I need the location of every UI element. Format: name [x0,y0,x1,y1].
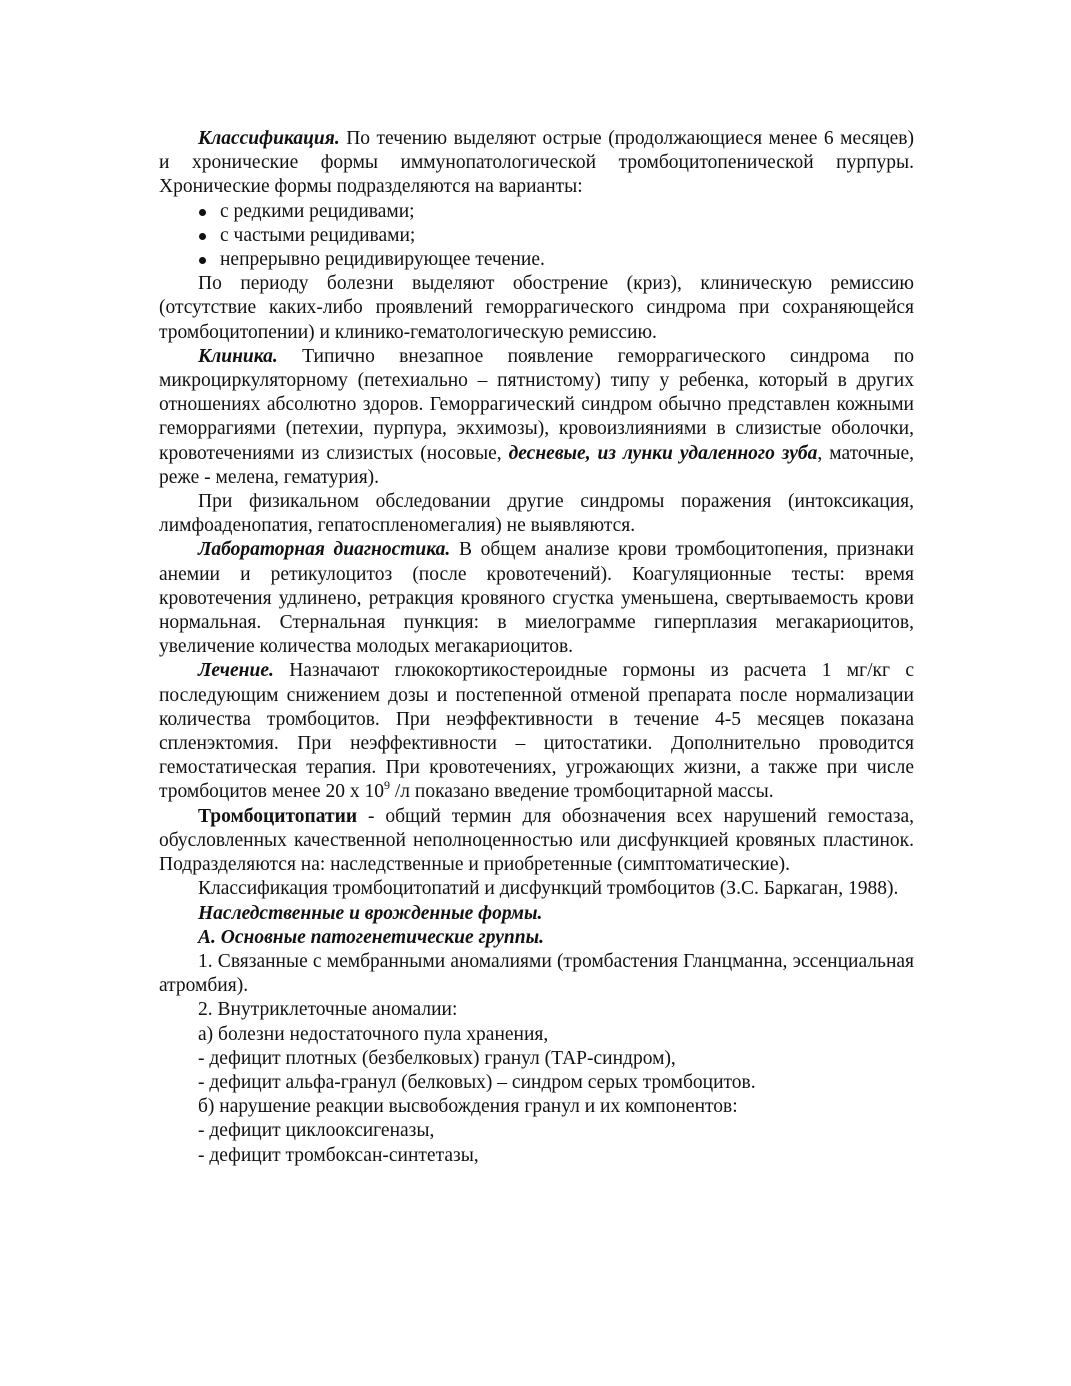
paragraph-treatment [159,659,914,804]
paragraph-clinic [159,345,914,490]
line-item: - дефицит тромбоксан-синтетазы, [198,1144,479,1166]
line-item: 2. Внутриклеточные аномалии: [198,999,458,1021]
subheading-groups: А. Основные патогенетические группы. [198,926,545,948]
heading-classification: Классификация. [198,128,340,149]
subheading-hereditary: Наследственные и врожденные формы. [198,902,543,924]
line-item: - дефицит альфа-гранул (белковых) – синдром серых тромбоцитов. [198,1071,756,1093]
paragraph-text: По течению выделяют острые (продолжающиеся менее 6 месяцев) и хронические формы иммунопатологической тромбоцитопенической пурпуры. Хронические формы подразделяются на варианты: [159,128,914,198]
line-item: - дефицит плотных (безбелковых) гранул (ТАР-синдром), [198,1047,676,1069]
list-item: непрерывно рецидивирующее течение. [159,248,914,272]
heading-treatment: Лечение. [198,660,274,682]
heading-clinic: Клиника. [198,345,278,367]
paragraph-membrane: 1. Связанные с мембранными аномалиями (тромбастения Гланцманна, эссенциальная атромбия). [159,950,914,997]
list-item: с частыми рецидивами; [159,224,914,248]
paragraph-thrombocytopathy [159,805,914,878]
paragraph-text: , маточные, реже - мелена, гематурия). [159,442,914,488]
superscript: 9 [383,777,390,792]
paragraph-text: - общий термин для обозначения всех нарушений гемостаза, обусловленных качественной неполноценностью или дисфункцией кровяных пластинок. Подразделяются на: наследственные и приобретенные (симптоматические). [159,805,914,876]
paragraph-examination: При физикальном обследовании другие синдромы поражения (интоксикация, лимфоаденопатия, гепатоспленомегалия) не выявляются. [159,491,914,537]
variants-list [159,200,914,273]
paragraph-period: По периоду болезни выделяют обострение (криз), клиническую ремиссию (отсутствие каких-либо проявлений геморрагического синдрома при сохраняющейся тромбоцитопении) и клинико-гематологическую ремиссию. [159,273,914,343]
paragraph-text: Типично внезапное появление геморрагического синдрома по микроциркуляторному (петехиально – пятнистому) типу у ребенка, который в других отношениях абсолютно здоров. Геморрагический синдром обычно представлен кожными геморрагиями (петехии, пурпура, экхимозы), кровоизлияниями в слизистые оболочки, кровотечениями из слизистых (носовые, [159,345,914,464]
paragraph-text: В общем анализе крови тромбоцитопения, признаки анемии и ретикулоцитоз (после кровотечений). Коагуляционные тесты: время кровотечения удлинено, ретракция кровяного сгустка уменьшена, свертываемость крови нормальная. Стернальная пункция: в миелограмме гиперплазия мегакариоцитов, увеличение количества молодых мегакариоцитов. [159,539,914,658]
paragraph-text: /л показано введение тромбоцитарной массы. [389,781,774,803]
line-item: а) болезни недостаточного пула хранения, [198,1023,549,1045]
emphasis-text: десневые, из лунки удаленного зуба [508,442,818,464]
heading-lab: Лабораторная диагностика. [198,539,451,561]
line-item: - дефицит циклооксигеназы, [198,1120,435,1142]
document-page [159,127,914,1168]
paragraph-classification [159,127,914,200]
list-item: с редкими рецидивами; [159,200,914,224]
line-item: б) нарушение реакции высвобождения гранул и их компонентов: [198,1096,738,1118]
paragraph-classification-barkagan: Классификация тромбоцитопатий и дисфункций тромбоцитов (З.С. Баркаган, 1988). [198,878,899,900]
paragraph-lab [159,538,914,659]
term-thrombocytopathy: Тромбоцитопатии [198,805,358,827]
paragraph-text: Назначают глюкокортикостероидные гормоны из расчета 1 мг/кг с последующим снижением дозы и постепенной отменой препарата после нормализации количества тромбоцитов. При неэффективности в течение 4-5 месяцев показана спленэктомия. При неэффективности – цитостатики. Дополнительно проводится гемостатическая терапия. При кровотечениях, угрожающих жизни, а также при числе тромбоцитов менее 20 х 10 [159,660,914,803]
